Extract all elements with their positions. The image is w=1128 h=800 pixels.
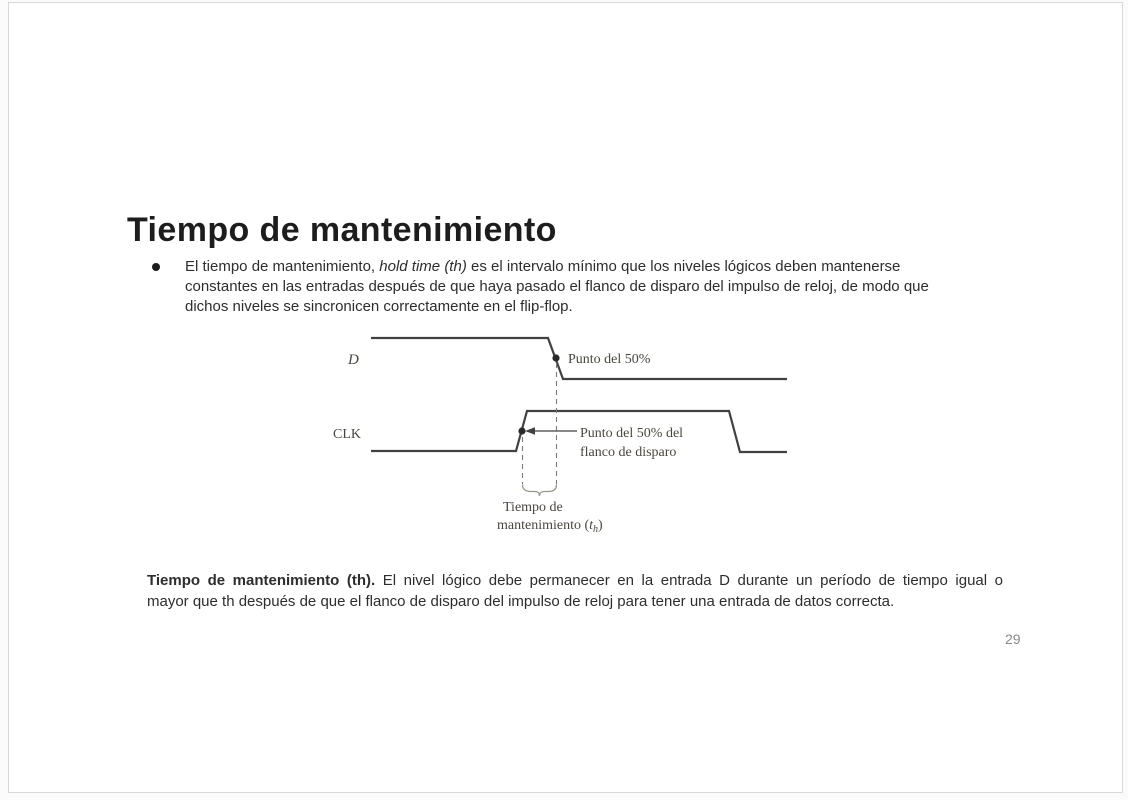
trigger-arrowhead-icon bbox=[525, 427, 535, 435]
footer-line1-rest: El nivel lógico debe permanecer en la entrada D durante un período de tiempo igual o bbox=[375, 572, 1003, 589]
hold-label-sub: h bbox=[593, 524, 599, 535]
bullet-line-3: dichos niveles se sincronicen correctamente en el flip-flop. bbox=[185, 298, 573, 315]
trigger-label-line1: Punto del 50% del bbox=[580, 426, 684, 441]
bullet-line-2: constantes en las entradas después de que haya pasado el flanco de disparo del impulso de reloj, de modo que bbox=[185, 278, 929, 295]
hold-time-label-line1: Tiempo de bbox=[503, 500, 563, 515]
footer-line-2: mayor que th después de que el flanco de disparo del impulso de reloj para tener una entrada de datos correcta. bbox=[147, 592, 895, 610]
slide-title: Tiempo de mantenimiento bbox=[127, 210, 557, 249]
point50-label: Punto del 50% bbox=[568, 352, 651, 367]
footer-paragraph bbox=[147, 571, 1003, 612]
footer-line-1 bbox=[147, 571, 1003, 592]
d-50-percent-dot-icon bbox=[552, 354, 559, 361]
bullet-line1-italic: hold time (th) bbox=[379, 258, 467, 275]
d-signal-label: D bbox=[348, 352, 359, 368]
clk-50-percent-dot-icon bbox=[518, 427, 525, 434]
clk-signal-label: CLK bbox=[333, 427, 361, 442]
clk-signal-waveform bbox=[371, 411, 787, 452]
trigger-label-line2: flanco de disparo bbox=[580, 445, 677, 460]
hold-label-close: ) bbox=[598, 518, 603, 533]
hold-label-t: t bbox=[589, 518, 594, 533]
footer-bold-lead: Tiempo de mantenimiento (th). bbox=[147, 572, 376, 589]
hold-time-label-line2 bbox=[497, 518, 603, 535]
hold-label-pre: mantenimiento ( bbox=[497, 518, 590, 533]
hold-time-brace-icon bbox=[523, 485, 557, 497]
bullet-line1-pre: El tiempo de mantenimiento, bbox=[185, 258, 380, 275]
page-number: 29 bbox=[1005, 631, 1021, 647]
bullet-line1-post: es el intervalo mínimo que los niveles lógicos deben mantenerse bbox=[466, 258, 901, 275]
